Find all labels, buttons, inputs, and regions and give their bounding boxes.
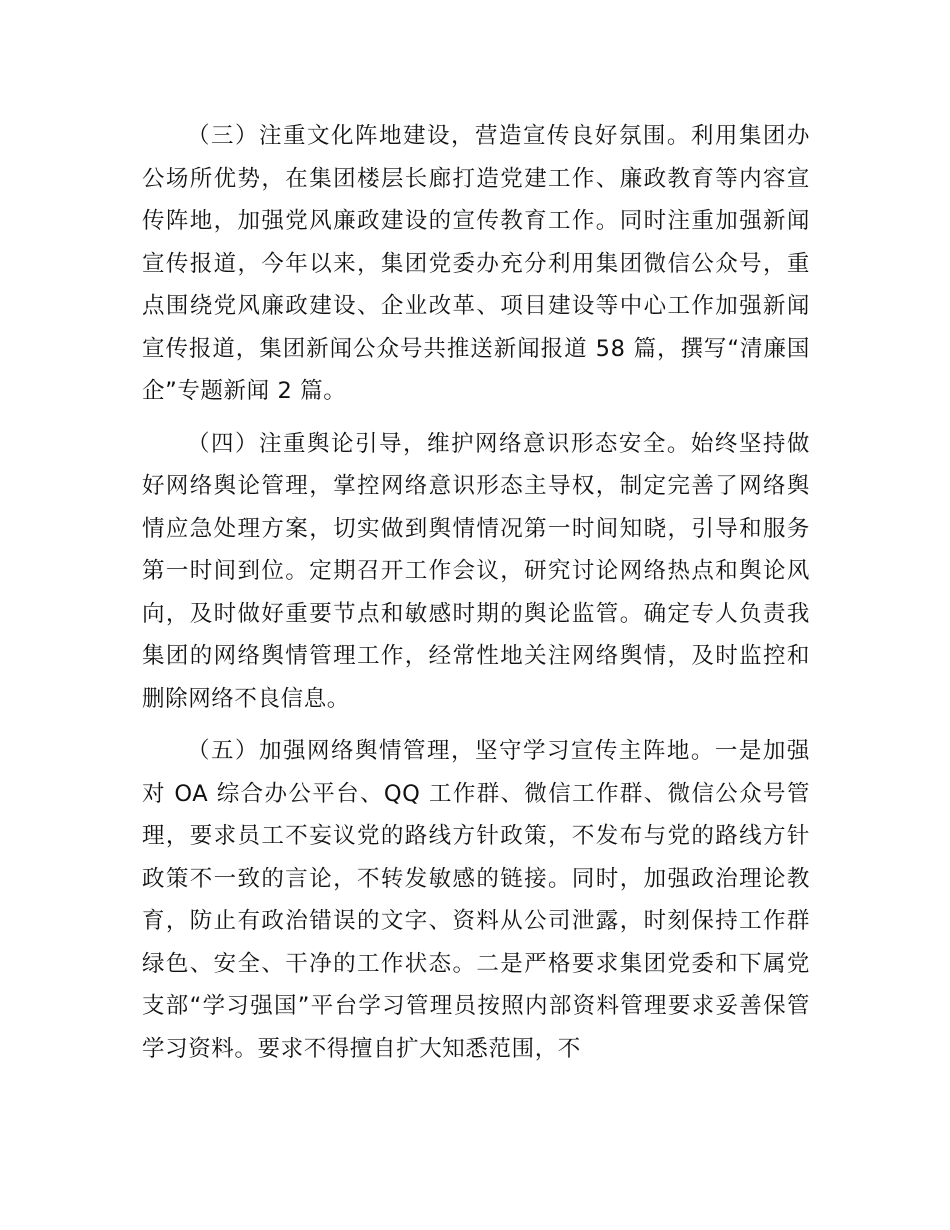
document-body — [142, 115, 810, 1080]
paragraph-network-management: （五）加强网络舆情管理，坚守学习宣传主阵地。一是加强对 OA 综合办公平台、QQ 工作群、微信工作群、微信公众号管理，要求员工不妄议党的路线方针政策，不发布与党的路线方针政策不一致的言论，不转发敏感的链接。同时，加强政治理论教育，防止有政治错误的文字、资料从公司泄露，时刻保持工作群绿色、安全、干净的工作状态。二是严格要求集团党委和下属党支部“学习强国”平台学习管理员按照内部资料管理要求妥善保管学习资料。要求不得擅自扩大知悉范围，不 — [142, 738, 810, 1062]
paragraph-culture-front: （三）注重文化阵地建设，营造宣传良好氛围。利用集团办公场所优势，在集团楼层长廊打造党建工作、廉政教育等内容宣传阵地，加强党风廉政建设的宣传教育工作。同时注重加强新闻宣传报道，今年以来，集团党委办充分利用集团微信公众号，重点围绕党风廉政建设、企业改革、项目建设等中心工作加强新闻宣传报道，集团新闻公众号共推送新闻报道 58 篇，撰写“清廉国企”专题新闻 2 篇。 — [142, 123, 810, 404]
paragraph-public-opinion: （四）注重舆论引导，维护网络意识形态安全。始终坚持做好网络舆论管理，掌控网络意识形态主导权，制定完善了网络舆情应急处理方案，切实做到舆情情况第一时间知晓，引导和服务第一时间到位。定期召开工作会议，研究讨论网络热点和舆论风向，及时做好重要节点和敏感时期的舆论监管。确定专人负责我集团的网络舆情管理工作，经常性地关注网络舆情，及时监控和删除网络不良信息。 — [142, 430, 810, 712]
